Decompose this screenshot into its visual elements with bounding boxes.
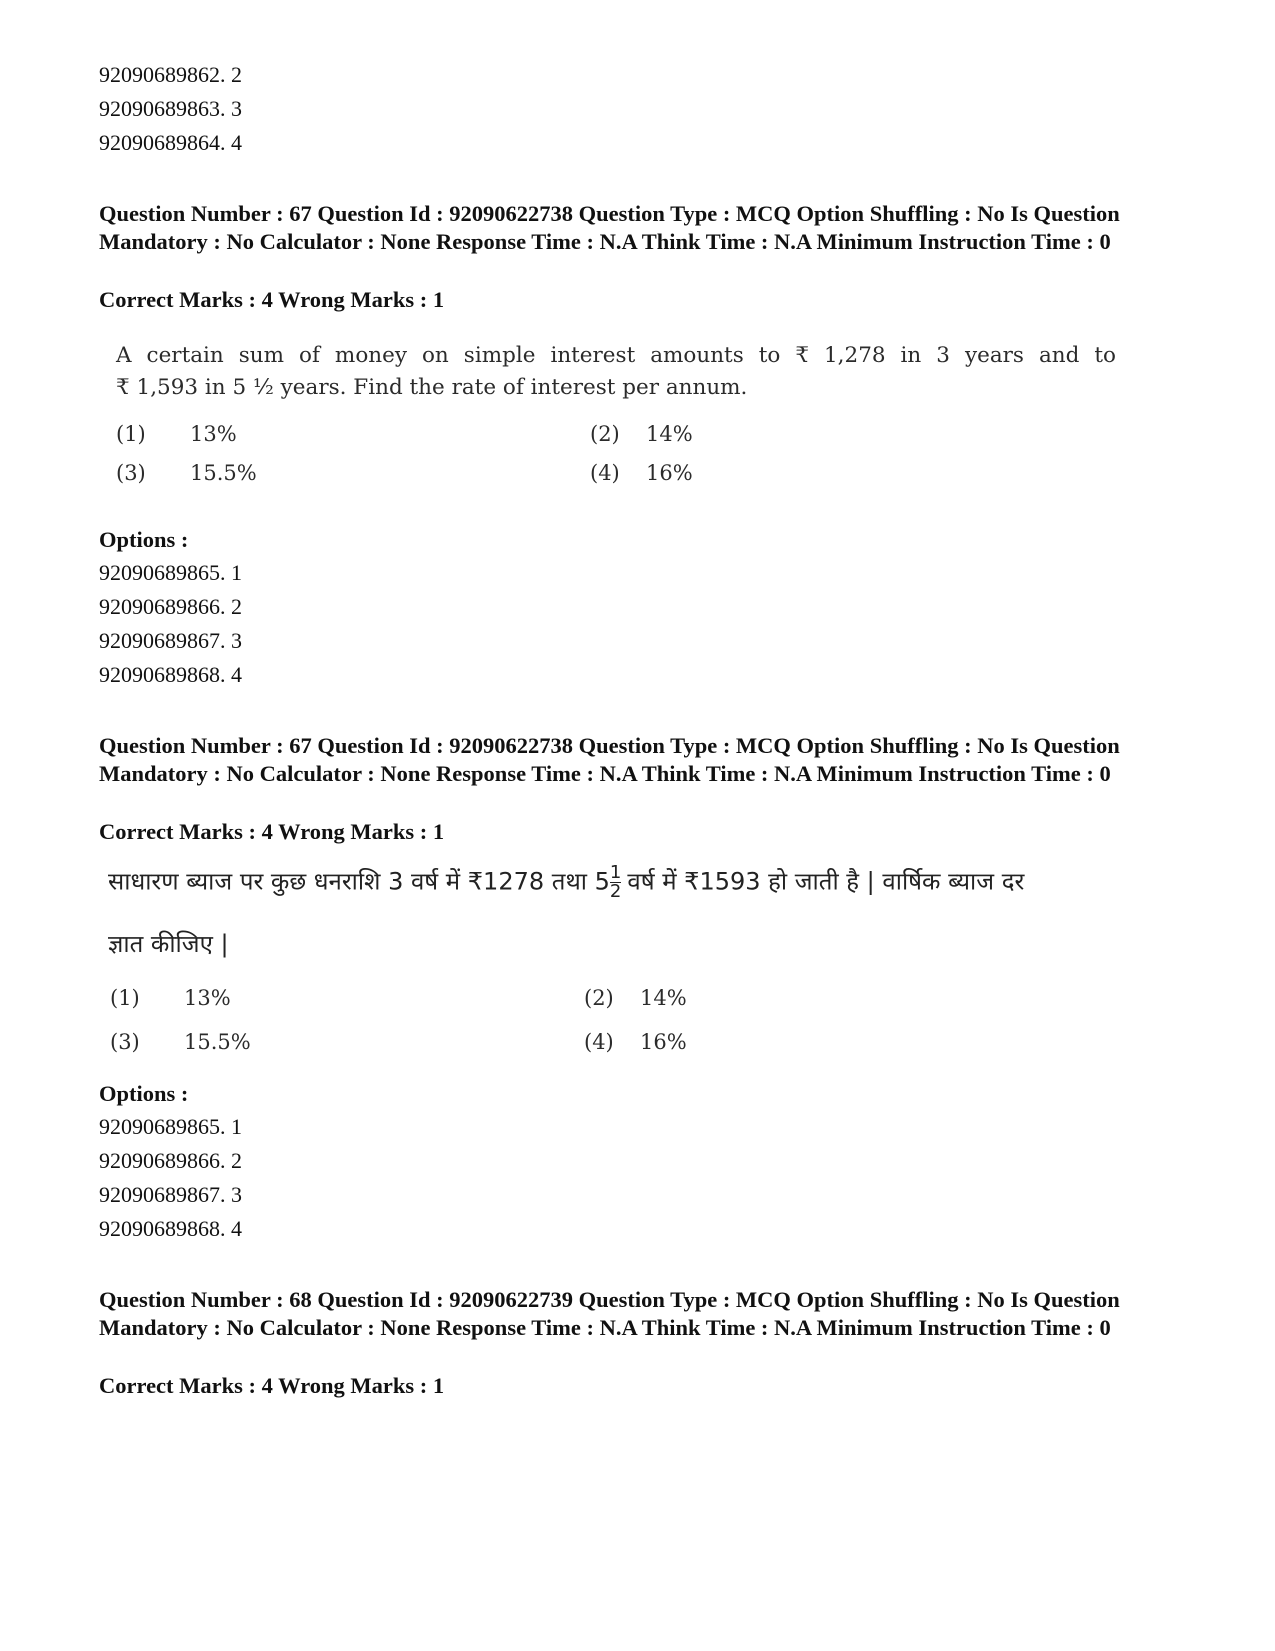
answer-choice — [110, 1030, 251, 1054]
previous-question-options — [99, 58, 242, 160]
question-metadata: Question Number : 67 Question Id : 92090622738 Question Type : MCQ Option Shuffling : No Is Question Mandatory : No Calculator : None Response Time : N.A Think Time : N.A Minimum Instruction Time : 0 — [99, 201, 1120, 254]
choice-text: 15.5% — [190, 461, 257, 485]
fraction — [610, 864, 621, 901]
option-id: 92090689864. 4 — [99, 130, 242, 155]
question-line: ₹ 1,593 in 5 ½ years. Find the rate of interest per annum. — [116, 375, 748, 400]
marks-info: Correct Marks : 4 Wrong Marks : 1 — [99, 819, 445, 844]
choice-number: (1) — [116, 422, 146, 446]
question-metadata: Question Number : 67 Question Id : 92090622738 Question Type : MCQ Option Shuffling : No Is Question Mandatory : No Calculator : None Response Time : N.A Think Time : N.A Minimum Instruction Time : 0 — [99, 733, 1120, 786]
choice-number: (1) — [110, 986, 140, 1010]
option-id: 92090689867. 3 — [99, 1182, 242, 1207]
choice-text: 16% — [646, 461, 693, 485]
option-id: 92090689868. 4 — [99, 662, 242, 687]
question-metadata: Question Number : 68 Question Id : 92090622739 Question Type : MCQ Option Shuffling : No Is Question Mandatory : No Calculator : None Response Time : N.A Think Time : N.A Minimum Instruction Time : 0 — [99, 1287, 1120, 1340]
options-heading: Options : — [99, 1081, 189, 1106]
question-text-hindi — [108, 864, 1024, 901]
choice-text: 13% — [190, 422, 237, 446]
choice-text: 13% — [184, 986, 231, 1010]
choice-text: 14% — [646, 422, 693, 446]
option-id: 92090689865. 1 — [99, 560, 242, 585]
choice-text: 16% — [640, 1030, 687, 1054]
answer-choice — [110, 986, 231, 1010]
answer-choice — [584, 1030, 687, 1054]
choice-number: (3) — [110, 1030, 140, 1054]
option-list — [99, 1110, 242, 1246]
question-text-part: साधारण ब्याज पर कुछ धनराशि 3 वर्ष में ₹1278 तथा 5 — [108, 867, 610, 896]
option-id: 92090689866. 2 — [99, 594, 242, 619]
option-id: 92090689863. 3 — [99, 96, 242, 121]
answer-choice — [590, 422, 693, 446]
marks-info: Correct Marks : 4 Wrong Marks : 1 — [99, 1373, 445, 1398]
choice-number: (4) — [590, 461, 620, 485]
option-id: 92090689868. 4 — [99, 1216, 242, 1241]
question-line: A certain sum of money on simple interest amounts to ₹ 1,278 in 3 years and to — [116, 343, 1116, 368]
option-id: 92090689865. 1 — [99, 1114, 242, 1139]
choice-number: (2) — [584, 986, 614, 1010]
choice-text: 15.5% — [184, 1030, 251, 1054]
answer-choice — [116, 422, 237, 446]
question-text-hindi-line2: ज्ञात कीजिए | — [108, 930, 229, 958]
question-text-part: वर्ष में ₹1593 हो जाती है | वार्षिक ब्याज दर — [627, 867, 1025, 896]
option-id: 92090689866. 2 — [99, 1148, 242, 1173]
marks-info: Correct Marks : 4 Wrong Marks : 1 — [99, 287, 445, 312]
answer-choice — [116, 461, 257, 485]
options-heading: Options : — [99, 527, 189, 552]
option-id: 92090689862. 2 — [99, 62, 242, 87]
choice-number: (2) — [590, 422, 620, 446]
option-id: 92090689867. 3 — [99, 628, 242, 653]
answer-choice — [590, 461, 693, 485]
fraction-numerator: 1 — [609, 862, 622, 883]
option-list — [99, 556, 242, 692]
fraction-denominator: 2 — [609, 881, 622, 902]
answer-choice — [584, 986, 687, 1010]
choice-text: 14% — [640, 986, 687, 1010]
question-text — [116, 340, 1116, 404]
choice-number: (4) — [584, 1030, 614, 1054]
choice-number: (3) — [116, 461, 146, 485]
